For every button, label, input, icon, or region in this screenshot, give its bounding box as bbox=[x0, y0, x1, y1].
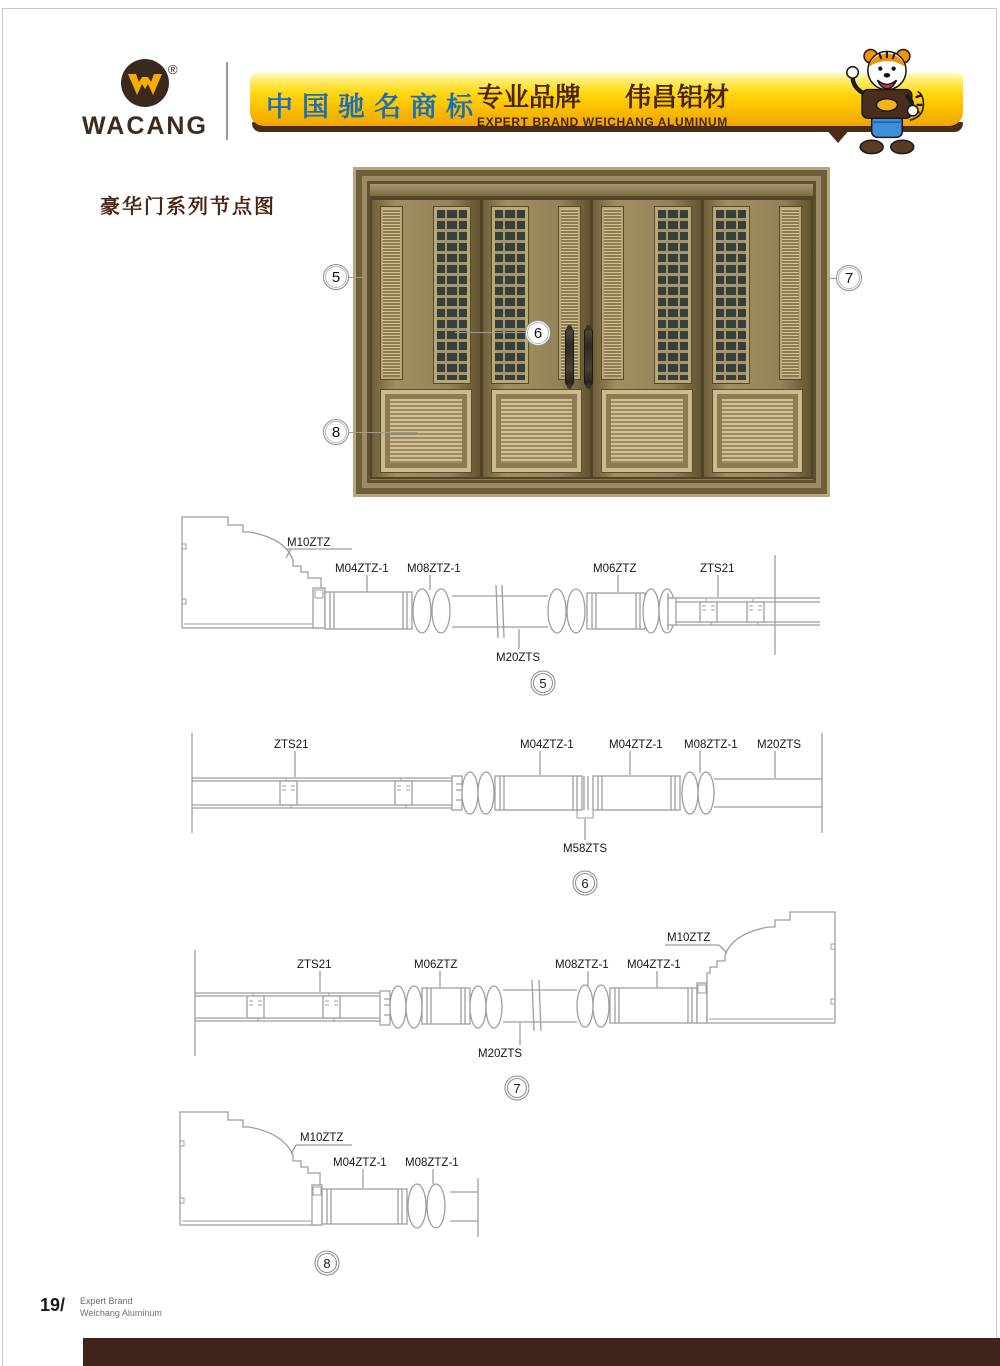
diagram-node-8 bbox=[175, 1105, 495, 1290]
door-ribbed-strip bbox=[381, 207, 402, 379]
door-lower-panel bbox=[602, 390, 692, 472]
door-photo bbox=[353, 167, 830, 497]
door-top-rail bbox=[370, 184, 813, 198]
svg-text:M10ZTZ: M10ZTZ bbox=[667, 932, 711, 944]
banner-brand-block bbox=[477, 77, 747, 129]
door-glass-lattice bbox=[434, 207, 470, 383]
door-lower-panel bbox=[381, 390, 471, 472]
svg-text:8: 8 bbox=[323, 1256, 331, 1271]
page-number: 19/ bbox=[40, 1295, 66, 1315]
svg-text:M06ZTZ: M06ZTZ bbox=[593, 563, 637, 575]
svg-text:M04ZTZ-1: M04ZTZ-1 bbox=[609, 739, 663, 751]
svg-text:M10ZTZ: M10ZTZ bbox=[287, 537, 331, 549]
svg-text:6: 6 bbox=[581, 876, 589, 891]
tiger-mascot-icon bbox=[843, 44, 929, 162]
svg-text:M04ZTZ-1: M04ZTZ-1 bbox=[520, 739, 574, 751]
footer-line2: Weichang Aluminum bbox=[80, 1308, 162, 1318]
door-callout-7: 7 bbox=[836, 265, 862, 291]
footer-bar bbox=[83, 1338, 1000, 1366]
diagram-node-6 bbox=[185, 715, 835, 915]
door-lower-panel bbox=[713, 390, 803, 472]
page-title: 豪华门系列节点图 bbox=[100, 196, 276, 218]
callout-leader bbox=[349, 432, 417, 433]
svg-text:7: 7 bbox=[513, 1081, 521, 1096]
svg-text:M04ZTZ-1: M04ZTZ-1 bbox=[333, 1157, 387, 1169]
svg-text:ZTS21: ZTS21 bbox=[297, 959, 332, 971]
banner-brand-cn-right: 伟昌铝材 bbox=[625, 82, 730, 112]
svg-text:M08ZTZ-1: M08ZTZ-1 bbox=[405, 1157, 459, 1169]
callout-leader bbox=[349, 277, 364, 278]
callout-leader bbox=[455, 332, 525, 333]
diagram-node-7 bbox=[190, 905, 850, 1105]
svg-text:ZTS21: ZTS21 bbox=[274, 739, 309, 751]
svg-text:M20ZTS: M20ZTS bbox=[478, 1048, 523, 1060]
door-handle bbox=[584, 328, 593, 386]
svg-text:M08ZTZ-1: M08ZTZ-1 bbox=[684, 739, 738, 751]
registered-mark: ® bbox=[168, 62, 178, 77]
door-leaf bbox=[372, 200, 480, 477]
door-callout-8: 8 bbox=[323, 419, 349, 445]
svg-text:M20ZTS: M20ZTS bbox=[496, 652, 541, 664]
door-leaf bbox=[593, 200, 701, 477]
door-handle bbox=[565, 328, 574, 386]
svg-text:5: 5 bbox=[539, 676, 547, 691]
svg-text:M08ZTZ-1: M08ZTZ-1 bbox=[407, 563, 461, 575]
footer-line1: Expert Brand bbox=[80, 1296, 133, 1306]
wacang-logo-icon bbox=[120, 58, 170, 108]
svg-text:M04ZTZ-1: M04ZTZ-1 bbox=[627, 959, 681, 971]
door-glass-lattice bbox=[713, 207, 749, 383]
svg-text:ZTS21: ZTS21 bbox=[700, 563, 735, 575]
svg-text:M10ZTZ: M10ZTZ bbox=[300, 1132, 344, 1144]
banner-trademark-text: 中国驰名商标 bbox=[266, 92, 482, 122]
brand-logo bbox=[80, 58, 210, 141]
footer-brand-lines bbox=[80, 1295, 162, 1319]
svg-text:M08ZTZ-1: M08ZTZ-1 bbox=[555, 959, 609, 971]
svg-text:M06ZTZ: M06ZTZ bbox=[414, 959, 458, 971]
door-callout-6: 6 bbox=[525, 320, 551, 346]
svg-text:M58ZTS: M58ZTS bbox=[563, 843, 608, 855]
door-callout-5: 5 bbox=[323, 264, 349, 290]
banner-brand-en: EXPERT BRAND WEICHANG ALUMINUM bbox=[477, 115, 728, 129]
diagram-node-5 bbox=[170, 505, 830, 705]
svg-text:M20ZTS: M20ZTS bbox=[757, 739, 802, 751]
banner-brand-cn-left: 专业品牌 bbox=[477, 82, 582, 112]
header-divider bbox=[226, 62, 228, 140]
banner-brand-cn bbox=[477, 77, 747, 114]
door-glass-lattice bbox=[655, 207, 691, 383]
door-ribbed-strip bbox=[602, 207, 623, 379]
door-leaf bbox=[704, 200, 812, 477]
door-glass-lattice bbox=[492, 207, 528, 383]
door-ribbed-strip bbox=[780, 207, 801, 379]
door-lower-panel bbox=[492, 390, 582, 472]
brand-name: WACANG bbox=[82, 112, 208, 140]
svg-text:M04ZTZ-1: M04ZTZ-1 bbox=[335, 563, 389, 575]
